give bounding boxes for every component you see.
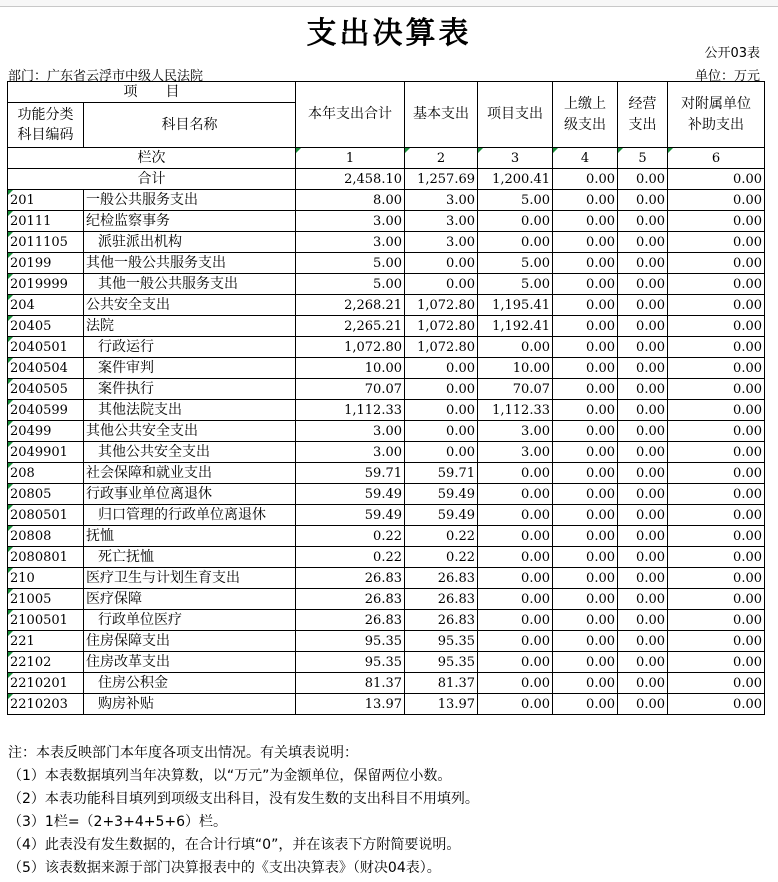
value-col-5: 0.00 <box>618 673 668 694</box>
value-col-1: 0.22 <box>296 547 405 568</box>
table-row <box>8 274 765 295</box>
value-col-6: 0.00 <box>668 295 765 316</box>
value-col-3: 5.00 <box>478 190 553 211</box>
value-col-2: 3.00 <box>405 190 478 211</box>
value-col-3: 0.00 <box>478 232 553 253</box>
value-col-6: 0.00 <box>668 337 765 358</box>
subject-name: 行政单位医疗 <box>84 610 296 631</box>
value-col-6: 0.00 <box>668 442 765 463</box>
value-col-6: 0.00 <box>668 484 765 505</box>
header-col2: 基本支出 <box>405 82 478 148</box>
value-col-4: 0.00 <box>553 673 618 694</box>
value-col-1: 59.49 <box>296 484 405 505</box>
value-col-5: 0.00 <box>618 631 668 652</box>
value-col-2: 59.71 <box>405 463 478 484</box>
value-col-6: 0.00 <box>668 358 765 379</box>
value-col-1: 2,265.21 <box>296 316 405 337</box>
total-label: 合计 <box>8 169 296 190</box>
function-code: 20199 <box>8 253 84 274</box>
table-row <box>8 253 765 274</box>
value-col-6: 0.00 <box>668 526 765 547</box>
subject-name: 死亡抚恤 <box>84 547 296 568</box>
subject-name: 其他法院支出 <box>84 400 296 421</box>
value-col-2: 26.83 <box>405 610 478 631</box>
header-col5-line2: 支出 <box>628 116 657 133</box>
value-col-2: 1,072.80 <box>405 295 478 316</box>
col-number-2: 2 <box>405 148 478 169</box>
header-col4-line1: 上缴上 <box>564 95 606 112</box>
col-number-5: 5 <box>618 148 668 169</box>
function-code: 2040505 <box>8 379 84 400</box>
value-col-3: 0.00 <box>478 694 553 715</box>
value-col-2: 0.00 <box>405 274 478 295</box>
header-col1: 本年支出合计 <box>296 82 405 148</box>
value-col-4: 0.00 <box>553 505 618 526</box>
unit-label: 单位：万元 <box>694 69 760 84</box>
subject-name: 公共安全支出 <box>84 295 296 316</box>
value-col-3: 0.00 <box>478 484 553 505</box>
table-row <box>8 463 765 484</box>
table-row <box>8 547 765 568</box>
value-col-6: 0.00 <box>668 568 765 589</box>
table-row <box>8 694 765 715</box>
value-col-2: 0.00 <box>405 421 478 442</box>
header-func-code <box>8 103 84 148</box>
value-col-4: 0.00 <box>553 694 618 715</box>
value-col-4: 0.00 <box>553 589 618 610</box>
total-value-2: 1,257.69 <box>405 169 478 190</box>
value-col-3: 0.00 <box>478 526 553 547</box>
value-col-1: 3.00 <box>296 211 405 232</box>
total-row <box>8 169 765 190</box>
value-col-6: 0.00 <box>668 211 765 232</box>
table-row <box>8 568 765 589</box>
value-col-5: 0.00 <box>618 547 668 568</box>
subject-name: 住房改革支出 <box>84 652 296 673</box>
subject-name: 法院 <box>84 316 296 337</box>
subject-name: 案件审判 <box>84 358 296 379</box>
value-col-3: 0.00 <box>478 631 553 652</box>
subject-name: 其他一般公共服务支出 <box>84 274 296 295</box>
total-value-5: 0.00 <box>618 169 668 190</box>
value-col-3: 3.00 <box>478 421 553 442</box>
function-code: 21005 <box>8 589 84 610</box>
function-code: 2210201 <box>8 673 84 694</box>
function-code: 201 <box>8 190 84 211</box>
value-col-6: 0.00 <box>668 379 765 400</box>
table-row <box>8 505 765 526</box>
value-col-1: 5.00 <box>296 253 405 274</box>
notes-section <box>8 742 479 880</box>
value-col-1: 3.00 <box>296 442 405 463</box>
value-col-2: 0.22 <box>405 526 478 547</box>
value-col-2: 26.83 <box>405 589 478 610</box>
total-value-1: 2,458.10 <box>296 169 405 190</box>
value-col-2: 95.35 <box>405 652 478 673</box>
table-row <box>8 484 765 505</box>
note-line: （3）1栏=（2+3+4+5+6）栏。 <box>8 814 228 830</box>
value-col-4: 0.00 <box>553 337 618 358</box>
function-code: 2100501 <box>8 610 84 631</box>
function-code: 208 <box>8 463 84 484</box>
value-col-3: 3.00 <box>478 442 553 463</box>
total-value-6: 0.00 <box>668 169 765 190</box>
value-col-2: 0.00 <box>405 379 478 400</box>
value-col-4: 0.00 <box>553 274 618 295</box>
note-line: （4）此表没有发生数据的，在合计行填“0”，并在该表下方附简要说明。 <box>8 837 461 853</box>
value-col-4: 0.00 <box>553 610 618 631</box>
value-col-4: 0.00 <box>553 631 618 652</box>
value-col-3: 0.00 <box>478 463 553 484</box>
note-line: （2）本表功能科目填列到项级支出科目，没有发生数的支出科目不用填列。 <box>8 791 479 807</box>
value-col-2: 59.49 <box>405 484 478 505</box>
subject-name: 归口管理的行政单位离退休 <box>84 505 296 526</box>
spreadsheet-column-strip <box>0 0 778 7</box>
value-col-5: 0.00 <box>618 295 668 316</box>
value-col-5: 0.00 <box>618 610 668 631</box>
value-col-4: 0.00 <box>553 379 618 400</box>
value-col-2: 95.35 <box>405 631 478 652</box>
header-lanci: 栏次 <box>8 148 296 169</box>
value-col-3: 1,195.41 <box>478 295 553 316</box>
value-col-3: 1,192.41 <box>478 316 553 337</box>
table-row <box>8 652 765 673</box>
value-col-2: 13.97 <box>405 694 478 715</box>
value-col-1: 1,072.80 <box>296 337 405 358</box>
value-col-2: 0.00 <box>405 253 478 274</box>
expenditure-table <box>7 81 765 715</box>
value-col-6: 0.00 <box>668 589 765 610</box>
value-col-6: 0.00 <box>668 505 765 526</box>
value-col-2: 0.00 <box>405 442 478 463</box>
value-col-1: 26.83 <box>296 610 405 631</box>
subject-name: 住房保障支出 <box>84 631 296 652</box>
subject-name: 派驻派出机构 <box>84 232 296 253</box>
header-col6-line2: 补助支出 <box>688 116 744 133</box>
value-col-5: 0.00 <box>618 211 668 232</box>
value-col-1: 95.35 <box>296 631 405 652</box>
function-code: 2011105 <box>8 232 84 253</box>
header-col5-line1: 经营 <box>628 95 657 112</box>
table-row <box>8 610 765 631</box>
value-col-3: 0.00 <box>478 547 553 568</box>
table-row <box>8 316 765 337</box>
header-col3: 项目支出 <box>478 82 553 148</box>
value-col-3: 0.00 <box>478 673 553 694</box>
value-col-5: 0.00 <box>618 421 668 442</box>
table-row <box>8 526 765 547</box>
value-col-2: 26.83 <box>405 568 478 589</box>
header-col4 <box>553 82 618 148</box>
function-code: 2080501 <box>8 505 84 526</box>
value-col-3: 1,112.33 <box>478 400 553 421</box>
value-col-3: 0.00 <box>478 337 553 358</box>
function-code: 20405 <box>8 316 84 337</box>
value-col-1: 81.37 <box>296 673 405 694</box>
value-col-5: 0.00 <box>618 400 668 421</box>
value-col-3: 5.00 <box>478 253 553 274</box>
form-number: 公开03表 <box>704 46 760 61</box>
value-col-5: 0.00 <box>618 463 668 484</box>
value-col-6: 0.00 <box>668 253 765 274</box>
value-col-3: 0.00 <box>478 610 553 631</box>
header-col6-line1: 对附属单位 <box>681 95 751 112</box>
value-col-5: 0.00 <box>618 253 668 274</box>
subject-name: 医疗保障 <box>84 589 296 610</box>
value-col-4: 0.00 <box>553 442 618 463</box>
total-value-3: 1,200.41 <box>478 169 553 190</box>
subject-name: 行政运行 <box>84 337 296 358</box>
function-code: 221 <box>8 631 84 652</box>
value-col-6: 0.00 <box>668 463 765 484</box>
value-col-1: 1,112.33 <box>296 400 405 421</box>
value-col-5: 0.00 <box>618 505 668 526</box>
value-col-2: 0.00 <box>405 400 478 421</box>
subject-name: 行政事业单位离退休 <box>84 484 296 505</box>
value-col-1: 59.49 <box>296 505 405 526</box>
value-col-4: 0.00 <box>553 358 618 379</box>
value-col-1: 5.00 <box>296 274 405 295</box>
function-code: 2040599 <box>8 400 84 421</box>
subject-name: 案件执行 <box>84 379 296 400</box>
table-row <box>8 442 765 463</box>
table-row <box>8 400 765 421</box>
subject-name: 其他公共安全支出 <box>84 442 296 463</box>
header-col6 <box>668 82 765 148</box>
function-code: 2040501 <box>8 337 84 358</box>
note-line: （1）本表数据填列当年决算数，以“万元”为金额单位，保留两位小数。 <box>8 768 452 784</box>
subject-name: 医疗卫生与计划生育支出 <box>84 568 296 589</box>
value-col-5: 0.00 <box>618 442 668 463</box>
col-number-4: 4 <box>553 148 618 169</box>
value-col-1: 3.00 <box>296 421 405 442</box>
table-row <box>8 232 765 253</box>
value-col-1: 26.83 <box>296 568 405 589</box>
value-col-6: 0.00 <box>668 610 765 631</box>
value-col-4: 0.00 <box>553 190 618 211</box>
subject-name: 纪检监察事务 <box>84 211 296 232</box>
value-col-1: 26.83 <box>296 589 405 610</box>
function-code: 20499 <box>8 421 84 442</box>
value-col-2: 0.00 <box>405 358 478 379</box>
value-col-4: 0.00 <box>553 568 618 589</box>
value-col-3: 0.00 <box>478 505 553 526</box>
function-code: 2040504 <box>8 358 84 379</box>
note-line: （5）该表数据来源于部门决算报表中的《支出决算表》（财决04表）。 <box>8 860 441 876</box>
function-code: 2210203 <box>8 694 84 715</box>
value-col-5: 0.00 <box>618 526 668 547</box>
subject-name: 社会保障和就业支出 <box>84 463 296 484</box>
value-col-4: 0.00 <box>553 211 618 232</box>
function-code: 210 <box>8 568 84 589</box>
table-row <box>8 295 765 316</box>
value-col-5: 0.00 <box>618 337 668 358</box>
header-col5 <box>618 82 668 148</box>
note-line: 注：本表反映部门本年度各项支出情况。有关填表说明： <box>8 745 358 761</box>
table-row <box>8 631 765 652</box>
table-row <box>8 358 765 379</box>
value-col-4: 0.00 <box>553 652 618 673</box>
value-col-1: 59.71 <box>296 463 405 484</box>
function-code: 20808 <box>8 526 84 547</box>
value-col-5: 0.00 <box>618 589 668 610</box>
col-number-6: 6 <box>668 148 765 169</box>
value-col-6: 0.00 <box>668 421 765 442</box>
value-col-2: 3.00 <box>405 211 478 232</box>
table-row <box>8 421 765 442</box>
value-col-1: 95.35 <box>296 652 405 673</box>
table-row <box>8 379 765 400</box>
header-subject-name: 科目名称 <box>84 103 296 148</box>
function-code: 204 <box>8 295 84 316</box>
value-col-4: 0.00 <box>553 526 618 547</box>
value-col-3: 10.00 <box>478 358 553 379</box>
subject-name: 其他公共安全支出 <box>84 421 296 442</box>
header-func-code-line1: 功能分类 <box>17 107 74 123</box>
function-code: 20111 <box>8 211 84 232</box>
value-col-5: 0.00 <box>618 316 668 337</box>
value-col-3: 5.00 <box>478 274 553 295</box>
value-col-4: 0.00 <box>553 253 618 274</box>
value-col-2: 0.22 <box>405 547 478 568</box>
value-col-4: 0.00 <box>553 400 618 421</box>
value-col-1: 70.07 <box>296 379 405 400</box>
value-col-3: 0.00 <box>478 211 553 232</box>
value-col-2: 3.00 <box>405 232 478 253</box>
value-col-6: 0.00 <box>668 547 765 568</box>
value-col-5: 0.00 <box>618 652 668 673</box>
function-code: 22102 <box>8 652 84 673</box>
value-col-2: 81.37 <box>405 673 478 694</box>
value-col-6: 0.00 <box>668 190 765 211</box>
subject-name: 购房补贴 <box>84 694 296 715</box>
table-row <box>8 190 765 211</box>
value-col-4: 0.00 <box>553 295 618 316</box>
function-code: 2049901 <box>8 442 84 463</box>
value-col-3: 0.00 <box>478 652 553 673</box>
value-col-6: 0.00 <box>668 400 765 421</box>
function-code: 2019999 <box>8 274 84 295</box>
page-title: 支出决算表 <box>306 16 472 51</box>
value-col-6: 0.00 <box>668 274 765 295</box>
value-col-5: 0.00 <box>618 694 668 715</box>
value-col-4: 0.00 <box>553 232 618 253</box>
value-col-1: 2,268.21 <box>296 295 405 316</box>
value-col-4: 0.00 <box>553 484 618 505</box>
value-col-6: 0.00 <box>668 316 765 337</box>
value-col-3: 0.00 <box>478 589 553 610</box>
department-label: 部门：广东省云浮市中级人民法院 <box>8 69 204 84</box>
value-col-5: 0.00 <box>618 232 668 253</box>
subject-name: 其他一般公共服务支出 <box>84 253 296 274</box>
function-code: 20805 <box>8 484 84 505</box>
value-col-5: 0.00 <box>618 190 668 211</box>
value-col-5: 0.00 <box>618 568 668 589</box>
value-col-6: 0.00 <box>668 694 765 715</box>
function-code: 2080801 <box>8 547 84 568</box>
table-row <box>8 673 765 694</box>
header-func-code-line2: 科目编码 <box>17 127 74 143</box>
value-col-3: 0.00 <box>478 568 553 589</box>
value-col-6: 0.00 <box>668 652 765 673</box>
value-col-4: 0.00 <box>553 316 618 337</box>
table-row <box>8 589 765 610</box>
table-row <box>8 211 765 232</box>
value-col-4: 0.00 <box>553 463 618 484</box>
table-row <box>8 337 765 358</box>
value-col-6: 0.00 <box>668 232 765 253</box>
value-col-1: 8.00 <box>296 190 405 211</box>
col-number-1: 1 <box>296 148 405 169</box>
value-col-3: 70.07 <box>478 379 553 400</box>
value-col-5: 0.00 <box>618 274 668 295</box>
value-col-1: 10.00 <box>296 358 405 379</box>
subject-name: 一般公共服务支出 <box>84 190 296 211</box>
col-number-3: 3 <box>478 148 553 169</box>
value-col-2: 1,072.80 <box>405 337 478 358</box>
value-col-1: 13.97 <box>296 694 405 715</box>
header-col4-line2: 级支出 <box>564 116 606 133</box>
value-col-5: 0.00 <box>618 379 668 400</box>
header-project: 项 目 <box>8 82 296 103</box>
subject-name: 住房公积金 <box>84 673 296 694</box>
value-col-4: 0.00 <box>553 421 618 442</box>
value-col-2: 1,072.80 <box>405 316 478 337</box>
value-col-6: 0.00 <box>668 631 765 652</box>
value-col-5: 0.00 <box>618 484 668 505</box>
value-col-2: 59.49 <box>405 505 478 526</box>
value-col-6: 0.00 <box>668 673 765 694</box>
subject-name: 抚恤 <box>84 526 296 547</box>
value-col-5: 0.00 <box>618 358 668 379</box>
value-col-1: 0.22 <box>296 526 405 547</box>
value-col-4: 0.00 <box>553 547 618 568</box>
value-col-1: 3.00 <box>296 232 405 253</box>
total-value-4: 0.00 <box>553 169 618 190</box>
